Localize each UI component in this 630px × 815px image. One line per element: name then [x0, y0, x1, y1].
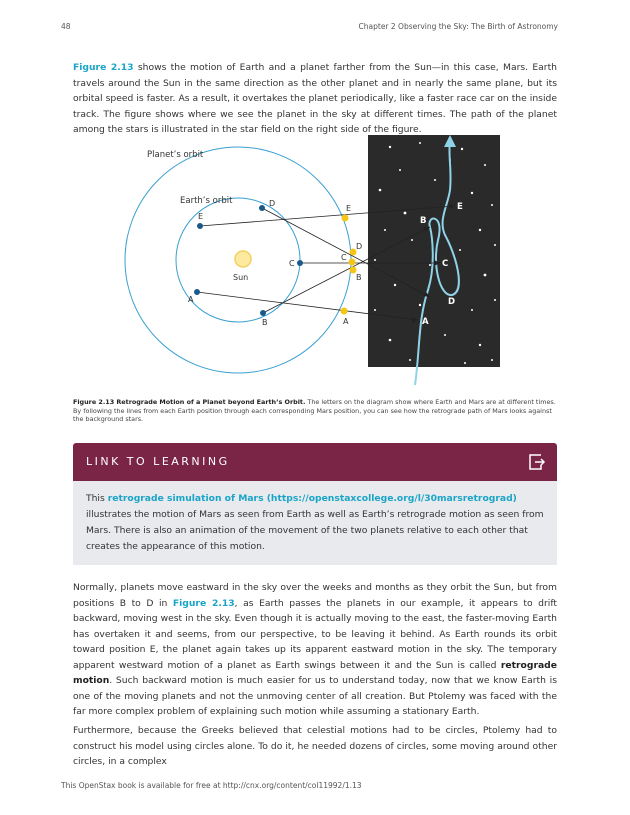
page-number: 48: [61, 22, 71, 31]
earth-position-c: [297, 260, 303, 266]
link-to-learning-text: This retrograde simulation of Mars (https://openstaxcollege.org/l/30marsretrograd) illustrates the motion of Mars as seen from Earth as well as Earth’s retrograde motion as seen from Mars. There is also an animation of the movement of the two planets relative to each other that creates the appearance of this motion.: [86, 493, 544, 552]
earth-label-c: C: [289, 259, 295, 268]
mars-position-a: [341, 308, 348, 315]
mars-label-d: D: [356, 242, 363, 251]
sky-label-d: D: [448, 297, 456, 307]
retrograde-figure: [100, 135, 500, 385]
sun-label: Sun: [233, 273, 249, 282]
body-paragraph-ptolemy: Furthermore, because the Greeks believed that celestial motions had to be circles, Ptolemy had to construct his model using circles alone. To do it, he needed dozens of circles, some moving around other circles, in a complex: [73, 725, 557, 767]
intro-paragraph: Figure 2.13 shows the motion of Earth and a planet farther from the Sun—in this case, Mars. Earth travels around the Sun in the same direction as the other planet and in nearly the same plane, but its orbital speed is faster. As a result, it overtakes the planet periodically, like a faster race car on the inside track. The figure shows where we see the planet in the sky at different times. The path of the planet among the stars is illustrated in the star field on the right side of the figure.: [73, 62, 557, 135]
mars-label-a: A: [343, 317, 349, 326]
sky-label-a: A: [422, 317, 429, 327]
term-retrograde-motion: retrograde motion: [73, 659, 557, 686]
body-paragraph-retrograde: Normally, planets move eastward in the sky over the weeks and months as they orbit the Sun, but from positions B to D in Figure 2.13, as Earth passes the planets in our example, it appears to drift backward, moving west in the sky. Even though it is actually moving to the east, the faster-moving Earth has overtaken it and seems, from our perspective, to be leaving it behind. As Earth rounds its orbit toward position E, the planet again takes up its apparent eastward motion in the sky. The temporary apparent westward motion of a planet as Earth swings between it and the Sun is called retrograde motion. Such backward motion is much easier for us to understand today, now that we know Earth is one of the moving planets and not the unmoving center of all creation. But Ptolemy was faced with the far more complex problem of explaining such motion while assuming a stationary Earth.: [73, 582, 557, 717]
earth-label-e: E: [198, 212, 204, 221]
mars-label-c: C: [341, 253, 347, 262]
earth-position-d: [259, 205, 265, 211]
sun: [235, 251, 251, 267]
mars-position-e: [342, 215, 349, 222]
planets-orbit-label: Planet’s orbit: [147, 150, 204, 160]
page-footer: This OpenStax book is available for free at http://cnx.org/content/col11992/1.13: [61, 781, 362, 790]
external-link-icon: [527, 452, 547, 472]
link-to-learning-title: LINK TO LEARNING: [86, 455, 230, 468]
star-field: [368, 135, 500, 367]
sky-label-e: E: [457, 202, 463, 212]
figure-link-2[interactable]: Figure 2.13: [172, 597, 235, 609]
earth-position-a: [194, 289, 200, 295]
earth-label-b: B: [262, 318, 268, 327]
figure-link[interactable]: Figure 2.13: [73, 62, 134, 73]
figure-caption: Figure 2.13 Retrograde Motion of a Planet beyond Earth’s Orbit. The letters on the diagram show where Earth and Mars are at different times. By following the lines from each Earth position through each corresponding Mars position, you can see how the retrograde path of Mars looks against the background stars.: [73, 398, 556, 424]
earth-position-b: [260, 310, 266, 316]
mars-label-e: E: [346, 204, 352, 213]
link-to-learning-header: [73, 443, 557, 481]
mars-position-c: [349, 259, 356, 266]
running-header: Chapter 2 Observing the Sky: The Birth of Astronomy: [358, 22, 558, 31]
retrograde-simulation-link[interactable]: retrograde simulation of Mars (https://openstaxcollege.org/l/30marsretrograd): [107, 493, 517, 504]
earth-label-a: A: [188, 295, 194, 304]
link-to-learning-body: [73, 481, 557, 565]
mars-label-b: B: [356, 273, 362, 282]
sky-label-b: B: [420, 216, 427, 226]
earth-label-d: D: [269, 199, 276, 208]
sky-label-c: C: [442, 259, 449, 269]
earths-orbit-label: Earth’s orbit: [180, 196, 233, 206]
earth-position-e: [197, 223, 203, 229]
